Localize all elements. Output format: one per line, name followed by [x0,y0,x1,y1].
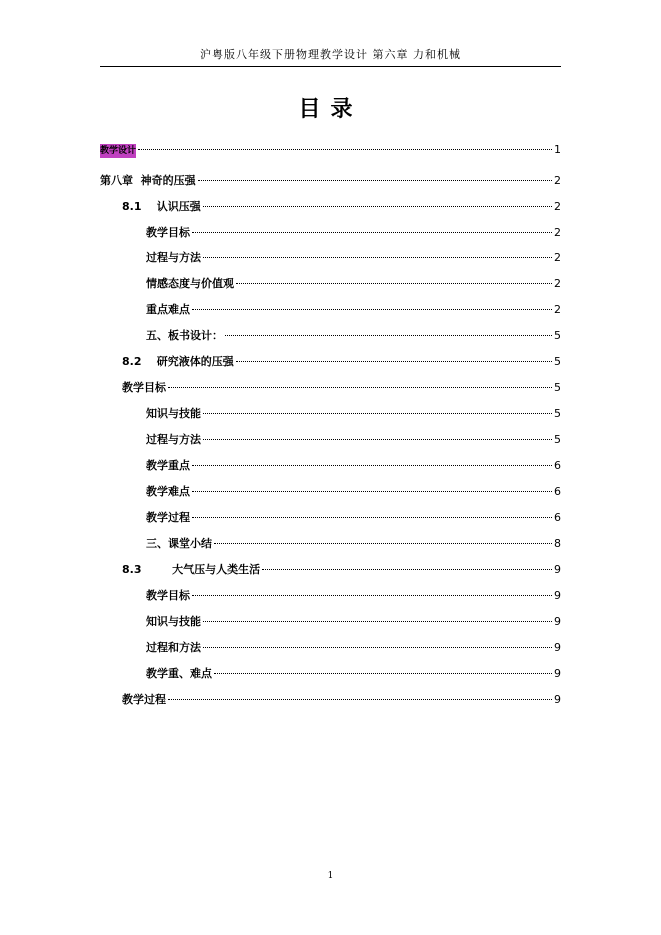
toc-entry[interactable] [100,143,561,158]
toc-leader-dots [203,413,552,414]
toc-leader-dots [138,149,552,150]
toc-entry-page: 9 [554,693,561,706]
toc-entry[interactable] [122,200,561,214]
toc-entry[interactable] [146,329,561,343]
toc-entry[interactable] [146,589,561,603]
toc-entry-page: 2 [554,303,561,316]
toc-entry-page: 6 [554,511,561,524]
toc-entry-label: 情感态度与价值观 [146,277,234,290]
toc-entry-page: 1 [554,143,561,156]
toc-leader-dots [203,621,552,622]
toc-leader-dots [192,491,552,492]
toc-entry-label: 教学目标 [146,589,190,602]
toc-entry-page: 9 [554,641,561,654]
toc-leader-dots [192,465,552,466]
toc-entry[interactable] [146,277,561,291]
toc-leader-dots [236,283,552,284]
toc-entry[interactable] [100,174,561,188]
toc-entry[interactable] [146,459,561,473]
toc-entry-label: 教学目标 [122,381,166,394]
toc-entry-label: 8.3 大气压与人类生活 [122,563,261,576]
toc-entry-label: 第八章 神奇的压强 [100,174,196,187]
toc-entry-page: 5 [554,355,561,368]
toc-entry[interactable] [122,693,561,707]
toc-leader-dots [203,206,552,207]
toc-entry-label: 8.1 认识压强 [122,200,201,213]
toc-entry[interactable] [146,407,561,421]
toc-entry-label: 教学目标 [146,226,190,239]
toc-entry-label: 重点难点 [146,303,190,316]
toc-leader-dots [192,517,552,518]
toc-leader-dots [192,232,552,233]
page-number: 1 [327,871,334,881]
toc-entry-page: 8 [554,537,561,550]
toc-entry-label: 过程与方法 [146,251,201,264]
toc-entry-page: 5 [554,329,561,342]
toc-leader-dots [168,387,552,388]
toc-leader-dots [214,543,552,544]
toc-entry[interactable] [122,355,561,369]
toc-leader-dots [198,180,552,181]
toc-entry-label: 五、板书设计： [146,329,223,342]
page-header: 沪粤版八年级下册物理教学设计 第六章 力和机械 [100,48,561,67]
toc-entry-page: 9 [554,589,561,602]
toc-entry[interactable] [146,303,561,317]
toc-entry[interactable] [146,433,561,447]
toc-entry-label: 知识与技能 [146,615,201,628]
toc-entry-page: 5 [554,407,561,420]
toc-entry-label: 过程和方法 [146,641,201,654]
toc-entry-page: 6 [554,485,561,498]
toc-leader-dots [192,595,552,596]
toc-entry[interactable] [122,563,561,577]
toc-entry[interactable] [146,226,561,240]
toc-entry-page: 2 [554,277,561,290]
toc-leader-dots [262,569,552,570]
toc-entry[interactable] [146,667,561,681]
toc-entry-label: 过程与方法 [146,433,201,446]
toc-entry-page: 2 [554,226,561,239]
toc-entry-label: 教学重、难点 [146,667,212,680]
toc-entry[interactable] [146,537,561,551]
toc-entry-label: 教学难点 [146,485,190,498]
toc-entry-label: 知识与技能 [146,407,201,420]
toc-entry-label: 三、课堂小结 [146,537,212,550]
toc-entry-label: 教学设计 [100,146,137,156]
toc-entry-page: 2 [554,251,561,264]
toc-leader-dots [203,439,552,440]
toc-title: 目录 [298,96,363,122]
toc-leader-dots [236,361,552,362]
toc-entry-label: 8.2 研究液体的压强 [122,355,234,368]
toc-leader-dots [214,673,552,674]
toc-entry-label: 教学过程 [146,511,190,524]
toc-leader-dots [203,257,552,258]
toc-entry[interactable] [146,641,561,655]
toc-entry[interactable] [146,485,561,499]
toc-leader-dots [192,309,552,310]
toc-entry-page: 5 [554,381,561,394]
toc-entry-label: 教学过程 [122,693,166,706]
toc-entry-page: 5 [554,433,561,446]
toc-entry[interactable] [146,615,561,629]
toc-leader-dots [168,699,552,700]
toc-leader-dots [225,335,552,336]
toc-entry-page: 2 [554,174,561,187]
toc-entry-page: 9 [554,615,561,628]
toc-entry[interactable] [122,381,561,395]
toc-entry[interactable] [146,251,561,265]
toc-entry-page: 2 [554,200,561,213]
toc-entry-page: 6 [554,459,561,472]
toc-entry-page: 9 [554,563,561,576]
toc-leader-dots [203,647,552,648]
toc-entry-page: 9 [554,667,561,680]
toc-entry[interactable] [146,511,561,525]
toc-entry-label: 教学重点 [146,459,190,472]
